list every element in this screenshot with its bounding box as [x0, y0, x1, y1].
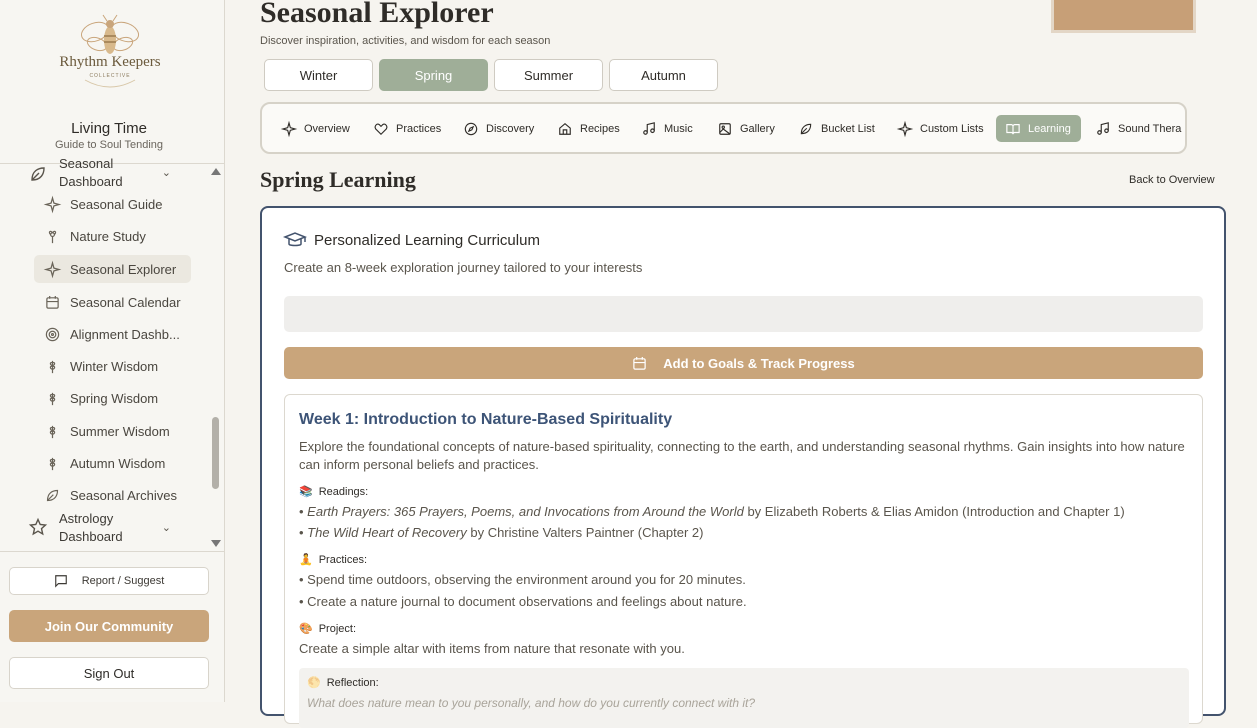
wheat-icon — [44, 390, 60, 406]
sidebar-item-label: Seasonal Guide — [70, 196, 163, 212]
sidebar-item-winter-wisdom[interactable] — [34, 352, 191, 380]
reflection-label — [307, 676, 379, 689]
target-icon — [44, 326, 60, 342]
add-to-goals-button[interactable] — [284, 347, 1203, 379]
music-icon — [1096, 122, 1110, 136]
season-tab-winter[interactable]: Winter — [264, 59, 373, 91]
sidebar-item-alignment-dashboard[interactable] — [34, 320, 191, 348]
report-suggest-label: Report / Suggest — [81, 575, 165, 587]
moon-icon: 🌕 — [307, 677, 321, 689]
home-icon — [558, 122, 572, 136]
wheat-icon — [44, 423, 60, 439]
season-tab-autumn[interactable]: Autumn — [609, 59, 718, 91]
sign-out-button[interactable]: Sign Out — [9, 657, 209, 689]
scroll-down-arrow-icon[interactable] — [211, 540, 221, 547]
sidebar-item-seasonal-explorer[interactable] — [34, 255, 191, 283]
tab-recipes[interactable] — [558, 115, 620, 142]
practices-label-text: Practices: — [318, 553, 367, 566]
sidebar-item-seasonal-archives[interactable] — [34, 481, 191, 509]
sidebar-item-autumn-wisdom[interactable] — [34, 449, 191, 477]
section-title: Spring Learning — [260, 167, 416, 192]
palette-icon: 🎨 — [299, 623, 313, 635]
week-card — [284, 394, 1203, 724]
back-to-overview-link[interactable]: Back to Overview — [1129, 174, 1215, 186]
practices-label — [299, 553, 367, 566]
logo-text: Rhythm Keepers — [59, 54, 161, 70]
sidebar — [0, 0, 225, 702]
project-text: Create a simple altar with items from nature that resonate with you. — [299, 641, 685, 656]
message-square-icon — [54, 574, 68, 588]
season-tab-spring[interactable]: Spring — [379, 59, 488, 91]
sidebar-scrollbar[interactable] — [208, 165, 224, 550]
reading-title: The Wild Heart of Recovery — [307, 525, 467, 540]
week-description: Explore the foundational concepts of nature-based spirituality, connecting to the earth, and understanding seasonal rhythms. Gain insights into how nature can inform personal beliefs and practices. — [299, 439, 1185, 472]
sidebar-item-label: Nature Study — [70, 228, 146, 244]
week-title: Week 1: Introduction to Nature-Based Spirituality — [299, 411, 673, 428]
readings-label-text: Readings: — [318, 485, 369, 498]
sidebar-group-label: Seasonal Dashboard — [59, 156, 123, 189]
page-title: Seasonal Explorer — [260, 0, 494, 29]
meditation-icon: 🧘 — [299, 554, 313, 566]
reading-author: by Christine Valters Paintner (Chapter 2) — [466, 525, 704, 540]
practice-item: • Create a nature journal to document observations and feelings about nature. — [299, 594, 747, 609]
logo-subtext: COLLECTIVE — [89, 73, 131, 79]
chevron-down-icon[interactable]: ⌄ — [161, 522, 171, 534]
sidebar-item-seasonal-guide[interactable] — [34, 190, 191, 218]
tab-discovery[interactable] — [464, 115, 534, 142]
tab-label: Learning — [1028, 122, 1071, 135]
compass-icon — [464, 122, 478, 136]
graduation-cap-icon — [284, 231, 306, 249]
sparkle-icon — [282, 122, 296, 136]
tab-custom-lists[interactable] — [898, 115, 984, 142]
curriculum-title: Personalized Learning Curriculum — [314, 231, 540, 249]
tab-label: Overview — [304, 122, 350, 135]
tab-learning[interactable] — [996, 115, 1081, 142]
tab-label: Discovery — [486, 122, 535, 135]
app-subtitle: Guide to Soul Tending — [54, 139, 164, 151]
sidebar-nav — [0, 156, 224, 552]
sidebar-group-label: Astrology Dashboard — [59, 511, 123, 544]
tab-label: Bucket List — [821, 122, 875, 135]
readings-label — [299, 485, 368, 498]
reading-item: • Earth Prayers: 365 Prayers, Poems, and Invocations from Around the World by Elizabeth Roberts & Elias Amidon (Introduction and Chapter 1) — [299, 504, 1125, 519]
sparkle-icon — [898, 122, 912, 136]
music-icon — [642, 122, 656, 136]
section-tabs — [260, 102, 1187, 154]
sidebar-item-label: Spring Wisdom — [70, 390, 159, 406]
sidebar-item-spring-wisdom[interactable] — [34, 384, 191, 412]
join-community-button[interactable]: Join Our Community — [9, 610, 209, 642]
tab-label: Practices — [396, 122, 442, 135]
project-label-text: Project: — [318, 622, 356, 635]
season-tab-summer[interactable]: Summer — [494, 59, 603, 91]
wheat-icon — [44, 358, 60, 374]
practice-text: Spend time outdoors, observing the environment around you for 20 minutes. — [307, 572, 746, 587]
sidebar-item-label: Summer Wisdom — [70, 423, 170, 439]
tab-label: Music — [664, 122, 693, 135]
flower-icon — [44, 228, 60, 244]
tab-sound-therapy[interactable] — [1096, 115, 1181, 142]
page-subtitle: Discover inspiration, activities, and wisdom for each season — [260, 35, 551, 47]
image-icon — [718, 122, 732, 136]
leaf-icon — [799, 122, 813, 136]
curriculum-panel — [260, 206, 1226, 716]
main-content — [225, 0, 1257, 710]
scroll-up-arrow-icon[interactable] — [211, 168, 221, 175]
curriculum-heading — [284, 231, 540, 249]
sidebar-group-astrology-dashboard[interactable] — [25, 510, 185, 550]
add-to-goals-label: Add to Goals & Track Progress — [663, 355, 855, 371]
sidebar-group-seasonal-dashboard[interactable] — [25, 155, 185, 195]
chevron-down-icon[interactable]: ⌄ — [161, 167, 171, 179]
tab-label: Custom Lists — [920, 122, 984, 135]
tab-music[interactable] — [642, 115, 693, 142]
calendar-icon — [44, 294, 60, 310]
heart-icon — [374, 122, 388, 136]
tab-label: Recipes — [580, 122, 620, 135]
reading-item: • The Wild Heart of Recovery by Christine Valters Paintner (Chapter 2) — [299, 525, 704, 540]
sparkle-icon — [44, 261, 60, 277]
reflection-box — [299, 668, 1189, 728]
curriculum-description: Create an 8-week exploration journey tailored to your interests — [284, 260, 643, 275]
project-label — [299, 622, 356, 635]
practice-item: • Spend time outdoors, observing the environment around you for 20 minutes. — [299, 572, 746, 587]
sidebar-item-label: Autumn Wisdom — [70, 455, 166, 471]
tab-bucket-list[interactable] — [799, 115, 875, 142]
sidebar-item-nature-study[interactable] — [34, 222, 191, 250]
tab-overview[interactable] — [282, 115, 350, 142]
logo[interactable] — [45, 14, 175, 96]
leaf-icon — [44, 487, 60, 503]
report-suggest-button[interactable] — [9, 567, 209, 595]
wheat-icon — [44, 455, 60, 471]
sparkle-icon — [44, 196, 60, 212]
tab-gallery[interactable] — [718, 115, 775, 142]
sidebar-item-label: Winter Wisdom — [70, 358, 159, 374]
season-image — [1051, 0, 1196, 33]
books-icon: 📚 — [299, 486, 313, 498]
tab-practices[interactable] — [374, 115, 441, 142]
sidebar-item-label: Alignment Dashb... — [70, 326, 180, 342]
reading-author: by Elizabeth Roberts & Elias Amidon (Introduction and Chapter 1) — [743, 504, 1125, 519]
book-icon — [1006, 122, 1020, 136]
sidebar-item-summer-wisdom[interactable] — [34, 417, 191, 445]
star-icon — [29, 518, 47, 536]
sidebar-item-label: Seasonal Archives — [70, 487, 177, 503]
tab-label: Gallery — [740, 122, 775, 135]
app-title: Living Time — [71, 120, 147, 137]
reflection-label-text: Reflection: — [326, 676, 379, 689]
sidebar-item-label: Seasonal Explorer — [70, 261, 177, 277]
practice-text: Create a nature journal to document observations and feelings about nature. — [307, 594, 747, 609]
leaf-icon — [29, 165, 47, 183]
sidebar-item-seasonal-calendar[interactable] — [34, 288, 191, 316]
scroll-thumb[interactable] — [212, 417, 219, 489]
interests-input[interactable] — [284, 296, 1203, 332]
sidebar-item-label: Seasonal Calendar — [70, 294, 181, 310]
reading-title: Earth Prayers: 365 Prayers, Poems, and Invocations from Around the World — [307, 504, 744, 519]
calendar-icon — [632, 356, 647, 371]
tab-label: Sound Thera — [1118, 122, 1182, 135]
reflection-question: What does nature mean to you personally, and how do you currently connect with it? — [307, 696, 756, 710]
